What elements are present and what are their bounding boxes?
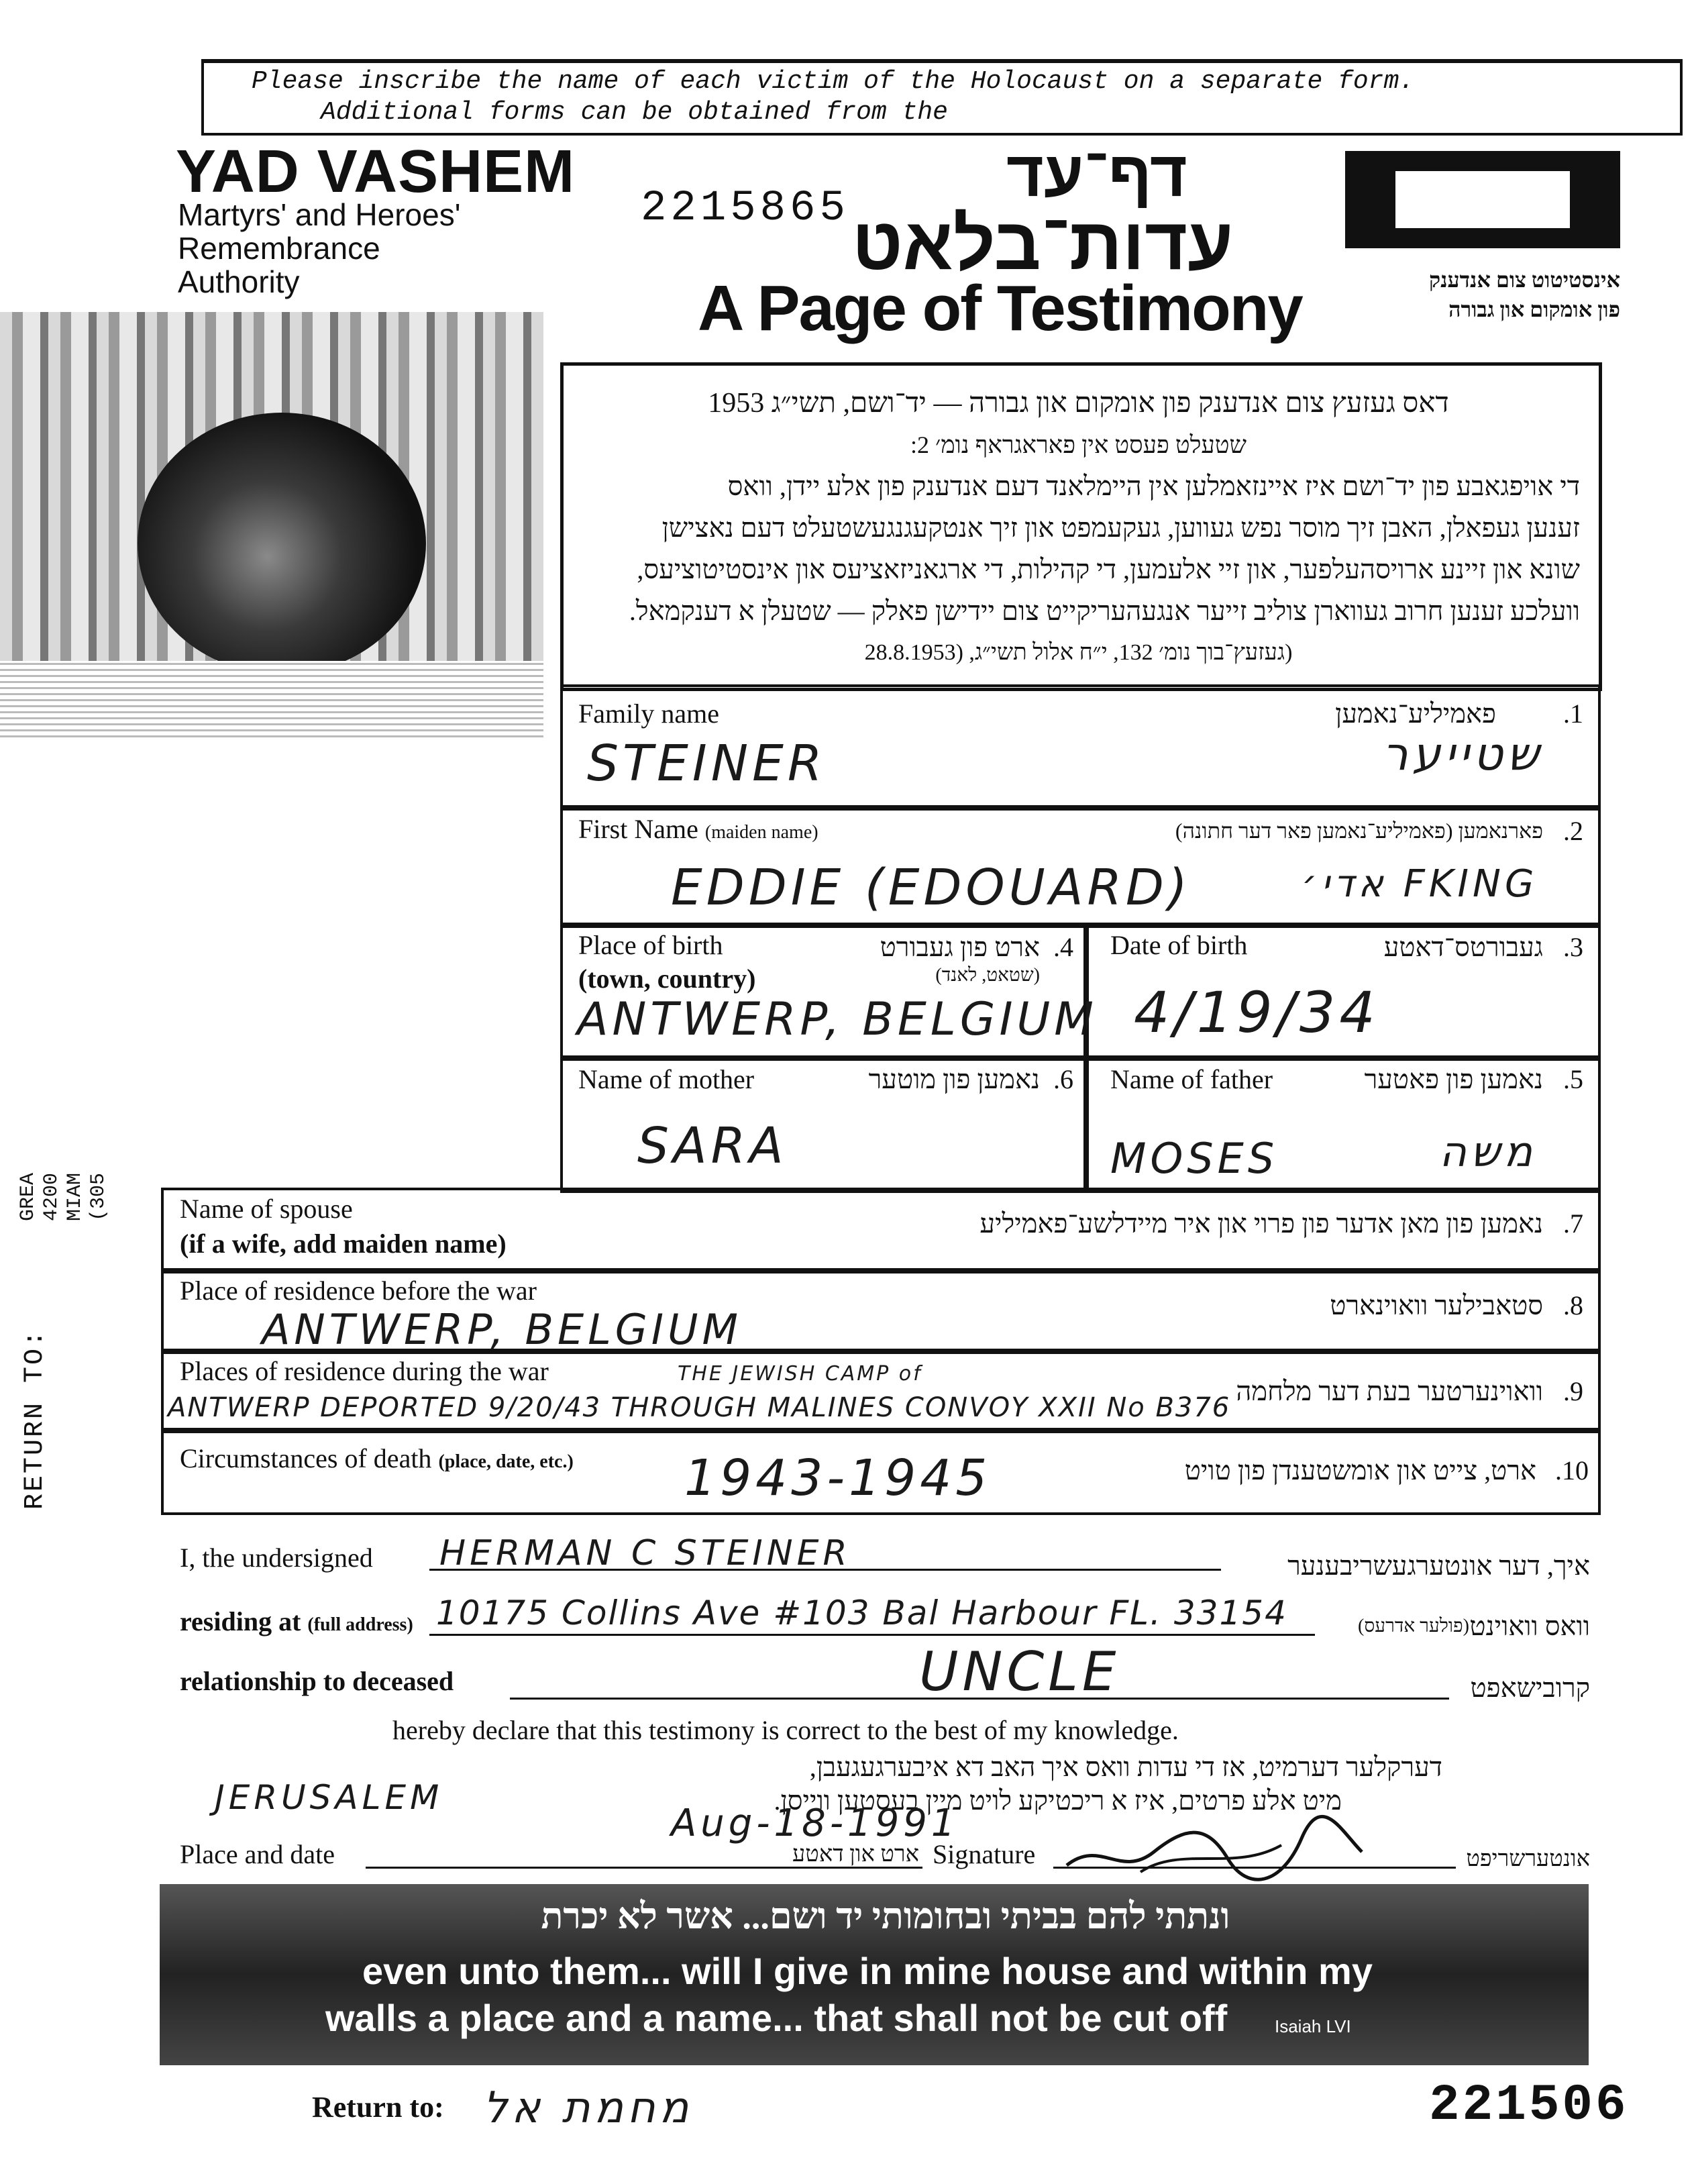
side-addr-1: GREA bbox=[17, 1172, 40, 1221]
law-line-3: די אויפגאבע פון יד־ושם איז איינזאמלען אין היימלאנד דעם אנדענק פון אלע יידן, וואס bbox=[727, 471, 1580, 501]
family-name-value: STEINER bbox=[587, 735, 827, 792]
file-number: 2215865 bbox=[641, 185, 849, 233]
first-name-label-small: (maiden name) bbox=[704, 822, 818, 843]
banner-reference: Isaiah LVI bbox=[1275, 2016, 1351, 2036]
org-sub-2: Remembrance bbox=[178, 231, 380, 266]
family-name-num: .1 bbox=[1563, 698, 1583, 729]
undersigned-line bbox=[429, 1569, 1221, 1571]
mother-heb: נאמען פון מוטער bbox=[868, 1064, 1040, 1094]
banner-line-1: even unto them... will I give in mine house and within my bbox=[362, 1950, 1373, 1992]
father-num: .5 bbox=[1563, 1064, 1583, 1094]
photo-scan-lines bbox=[0, 661, 543, 741]
mother-label: Name of mother bbox=[578, 1064, 755, 1094]
hebrew-title-1: דף־עד bbox=[1006, 138, 1187, 210]
residence-before-label: Place of residence before the war bbox=[180, 1276, 537, 1306]
father-label: Name of father bbox=[1110, 1064, 1273, 1094]
law-line-6: וועלכע זענען חרוב געווארן צוליב זייער אנגעהעריקייט צום יידישן פאלק — שטעלן א דענקמאל. bbox=[629, 596, 1580, 626]
logo-text-2: פון אומקום און גבורה bbox=[1448, 297, 1620, 321]
first-name-heb: פארנאמען (פאמיליע־נאמען פאר דער חתונה) bbox=[1175, 819, 1543, 843]
spouse-sub: (if a wife, add maiden name) bbox=[180, 1229, 507, 1259]
place-of-birth-label: Place of birth bbox=[578, 930, 723, 960]
circumstances-label-main: Circumstances of death bbox=[180, 1443, 432, 1473]
family-name-label: Family name bbox=[578, 698, 719, 729]
page-title: A Page of Testimony bbox=[698, 272, 1302, 344]
undersigned-heb: איך, דער אונטערגעשריבענער bbox=[1287, 1551, 1590, 1581]
circumstances-label-small: (place, date, etc.) bbox=[438, 1451, 574, 1472]
declaration-heb-1: דערקלער דערמיט, אז די עדות וואס איך האב דא איבערגעגעבן, bbox=[809, 1752, 1442, 1782]
place-date-heb: ארט און דאטע bbox=[792, 1842, 919, 1867]
residing-line bbox=[429, 1634, 1315, 1636]
declaration-heb-2: מיט אלע פרטים, איז א ריכטיקע לויט מיין בעסטען ווייסן. bbox=[774, 1785, 1342, 1816]
undersigned-label: I, the undersigned bbox=[180, 1543, 373, 1573]
law-line-7: (געזעץ־בוך נומ׳ 132, י״ח אלול תשי״ג, (28.8.1953 bbox=[864, 640, 1293, 665]
place-of-birth-value: ANTWERP, BELGIUM bbox=[577, 993, 1098, 1046]
family-name-heb: פאמיליע־נאמען bbox=[1335, 698, 1496, 729]
mother-num: .6 bbox=[1053, 1064, 1073, 1094]
victim-photo bbox=[0, 312, 543, 741]
residing-heb: וואס וואוינט bbox=[1469, 1611, 1590, 1641]
footer-return-hebrew: מחמת אל bbox=[483, 2083, 693, 2133]
side-addr-4: (305 bbox=[87, 1172, 110, 1221]
spouse-label: Name of spouse bbox=[180, 1194, 353, 1224]
residing-label-small: (full address) bbox=[307, 1614, 413, 1635]
signature-heb: אונטערשריפט bbox=[1466, 1847, 1590, 1871]
relationship-label: relationship to deceased bbox=[180, 1666, 454, 1696]
place-of-birth-sub: (town, country) bbox=[578, 964, 756, 994]
law-line-2: שטעלט פעסט אין פאראגראף נומ׳ 2: bbox=[910, 431, 1247, 458]
declaration-en: hereby declare that this testimony is correct to the best of my knowledge. bbox=[392, 1715, 1179, 1745]
logo-text-1: אינסטיטוט צום אנדענק bbox=[1428, 268, 1620, 292]
mother-value: SARA bbox=[637, 1117, 788, 1175]
footer-return-to: Return to: bbox=[312, 2091, 444, 2124]
photo-portrait bbox=[138, 413, 426, 674]
residence-during-num: .9 bbox=[1563, 1376, 1583, 1406]
place-of-birth-heb: ארט פון געבורט bbox=[880, 932, 1040, 962]
signature-label: Signature bbox=[933, 1839, 1036, 1869]
instruction-line-1: Please inscribe the name of each victim of the Holocaust on a separate form. bbox=[252, 67, 1415, 96]
residence-before-num: .8 bbox=[1563, 1290, 1583, 1320]
first-name-label-main: First Name bbox=[578, 814, 698, 844]
residence-during-heb: וואוינערטער בעת דער מלחמה bbox=[1236, 1376, 1543, 1406]
org-sub-1: Martyrs' and Heroes' bbox=[178, 197, 461, 232]
residence-before-value: ANTWERP, BELGIUM bbox=[262, 1305, 742, 1354]
first-name-heb-value: אדי׳ FKING bbox=[1302, 862, 1538, 906]
place-value: JERUSALEM bbox=[215, 1778, 443, 1817]
father-heb: נאמען פון פאטער bbox=[1364, 1064, 1543, 1094]
first-name-value: EDDIE (EDOUARD) bbox=[671, 859, 1191, 917]
father-heb-value: משה bbox=[1439, 1127, 1536, 1176]
instruction-line-2: Additional forms can be obtained from the bbox=[321, 98, 948, 127]
spouse-heb: נאמען פון מאן אדער פון פרוי און איר מיידלשע־פאמיליע bbox=[979, 1208, 1543, 1239]
banner-line-2: walls a place and a name... that shall not be cut off bbox=[325, 1997, 1228, 2039]
banner-hebrew: ונתתי להם בביתי ובחומותי יד ושם... אשר לא יכרת bbox=[541, 1896, 1230, 1936]
relationship-line bbox=[510, 1698, 1449, 1700]
org-sub-3: Authority bbox=[178, 264, 300, 299]
residence-during-label: Places of residence during the war bbox=[180, 1356, 549, 1386]
footer-number: 221506 bbox=[1429, 2077, 1629, 2134]
law-text bbox=[577, 382, 1580, 674]
place-of-birth-heb-sub: (שטאט, לאנד) bbox=[935, 965, 1040, 986]
circumstances-value: 1943-1945 bbox=[684, 1449, 992, 1507]
date-of-birth-label: Date of birth bbox=[1110, 930, 1248, 960]
hebrew-title-2: עדות־בלאט bbox=[852, 203, 1234, 285]
logo-caption bbox=[1305, 265, 1620, 324]
residing-label-main: residing at bbox=[180, 1606, 301, 1636]
signature-scribble bbox=[1060, 1812, 1369, 1885]
first-name-num: .2 bbox=[1563, 816, 1583, 846]
father-value: MOSES bbox=[1110, 1134, 1279, 1183]
first-name-label bbox=[578, 813, 818, 845]
residing-heb-small: (פולער אדרעס) bbox=[1358, 1616, 1469, 1636]
spouse-num: .7 bbox=[1563, 1208, 1583, 1239]
circumstances-label bbox=[180, 1443, 574, 1474]
side-return-to: RETURN TO: bbox=[20, 1328, 50, 1510]
residing-label bbox=[180, 1606, 413, 1637]
date-of-birth-heb: געבורטס־דאטע bbox=[1383, 932, 1543, 962]
logo-inner bbox=[1395, 171, 1570, 228]
relationship-heb: קרובישאפט bbox=[1470, 1673, 1590, 1703]
circumstances-num: .10 bbox=[1555, 1455, 1589, 1486]
circumstances-heb: ארט, צייט און אומשטענדן פון טויט bbox=[1184, 1455, 1536, 1486]
side-addr-2: 4200 bbox=[40, 1172, 63, 1221]
date-of-birth-value: 4/19/34 bbox=[1134, 980, 1379, 1045]
residence-before-heb: סטאבילער וואוינארט bbox=[1330, 1290, 1543, 1320]
undersigned-value: HERMAN C STEINER bbox=[439, 1533, 851, 1573]
date-of-birth-num: .3 bbox=[1563, 932, 1583, 962]
place-date-label: Place and date bbox=[180, 1839, 335, 1869]
place-of-birth-num: .4 bbox=[1053, 932, 1073, 962]
residing-value: 10175 Collins Ave #103 Bal Harbour FL. 33154 bbox=[436, 1594, 1287, 1632]
side-addr-3: MIAM bbox=[64, 1172, 87, 1221]
law-line-5: שונא און זיינע ארויסהעלפער, און זיי אלעמען, די קהילות, די ארגאניזאציעס און אינסטיטוציעס, bbox=[637, 554, 1580, 584]
law-line-1: דאס געזעץ צום אנדענק פון אומקום און גבורה — יד־ושם, תשי״ג 1953 bbox=[708, 388, 1449, 419]
org-subtitle bbox=[178, 198, 460, 299]
residence-during-value: ANTWERP DEPORTED 9/20/43 THROUGH MALINES CONVOY XXII No B376 bbox=[168, 1392, 1231, 1423]
law-line-4: זענען געפאלן, האבן זיך מוסר נפש געווען, געקעמפט און זיך אנטקעגנגעשטעלט דעם נאצישן bbox=[661, 513, 1580, 543]
relationship-value: UNCLE bbox=[919, 1641, 1120, 1703]
residence-during-note: THE JEWISH CAMP of bbox=[678, 1362, 922, 1386]
date-value: Aug-18-1991 bbox=[671, 1802, 959, 1845]
org-title: YAD VASHEM bbox=[176, 138, 576, 205]
family-name-heb-value: שטייער bbox=[1382, 728, 1543, 781]
